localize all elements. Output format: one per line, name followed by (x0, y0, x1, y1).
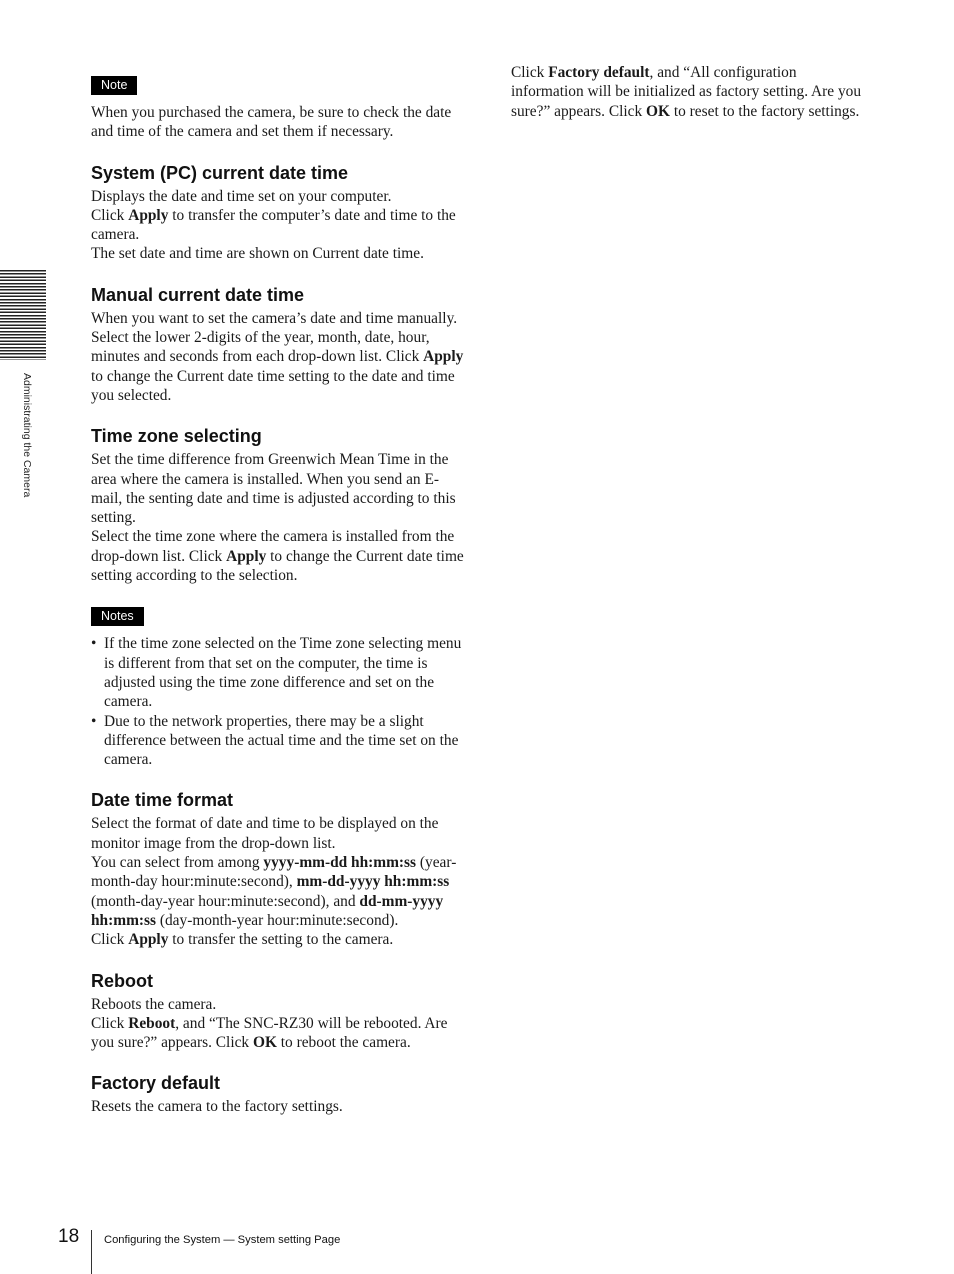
note-tag: Note (91, 76, 137, 95)
paragraph: Click Reboot, and “The SNC-RZ30 will be rebooted. Are you sure?” appears. Click OK to reboot the camera. (91, 1014, 448, 1052)
paragraph: Select the lower 2-digits of the year, month, date, hour, minutes and seconds from each drop-down list. Click Apply to change the Current date time setting to the date and time you selected. (91, 329, 464, 404)
heading-factory-default: Factory default (91, 1073, 221, 1094)
paragraph: Set the time difference from Greenwich Mean Time in the area where the camera is installed. When you send an E-mail, the senting date and time is adjusted according to this setting. (91, 451, 456, 527)
list-item: • Due to the network properties, there may be a slight difference between the actual time and the time set on the camera. (91, 712, 469, 770)
heading-reboot: Reboot (91, 970, 153, 991)
paragraph: When you want to set the camera’s date and time manually. (91, 309, 458, 327)
left-column (91, 62, 469, 1117)
section-side-label: Administrating the Camera (21, 373, 33, 498)
footer-text: Configuring the System — System setting Page (104, 1234, 341, 1246)
paragraph: You can select from among yyyy-mm-dd hh:mm:ss (year-month-day hour:minute:second), mm-dd-yyyy hh:mm:ss (month-day-year hour:minute:second), and dd-mm-yyyy hh:mm:ss (day-month-year hour:minute:second). (91, 854, 457, 929)
heading-time-zone-selecting: Time zone selecting (91, 426, 262, 447)
list-item: • If the time zone selected on the Time zone selecting menu is different from that set on the computer, the time is adjusted using the time zone difference and set on the camera. (91, 634, 469, 711)
heading-system-pc-current-date-time: System (PC) current date time (91, 162, 349, 183)
page-number: 18 (58, 1226, 80, 1247)
section-index-bars (0, 270, 46, 360)
heading-manual-current-date-time: Manual current date time (91, 284, 305, 305)
notes-tag: Notes (91, 607, 144, 626)
paragraph: Click Apply to transfer the setting to the camera. (91, 931, 394, 949)
heading-date-time-format: Date time format (91, 790, 234, 811)
paragraph: Reboots the camera. (91, 995, 217, 1013)
notes-list (91, 634, 469, 769)
paragraph: Select the time zone where the camera is installed from the drop-down list. Click Apply to change the Current date time setting according to the selection. (91, 528, 464, 585)
paragraph: The set date and time are shown on Current date time. (91, 245, 424, 263)
paragraph: Resets the camera to the factory settings. (91, 1098, 343, 1116)
footer-divider (91, 1230, 92, 1274)
paragraph: Displays the date and time set on your computer. (91, 187, 392, 205)
paragraph: Click Apply to transfer the computer’s date and time to the camera. (91, 206, 456, 244)
right-column (511, 63, 873, 121)
paragraph: Click Factory default, and “All configuration information will be initialized as factory setting. Are you sure?” appears. Click OK to reset to the factory settings. (511, 64, 862, 120)
paragraph: Select the format of date and time to be displayed on the monitor image from the drop-down list. (91, 815, 439, 852)
note-text: When you purchased the camera, be sure to check the date and time of the camera and set them if necessary. (91, 104, 452, 141)
